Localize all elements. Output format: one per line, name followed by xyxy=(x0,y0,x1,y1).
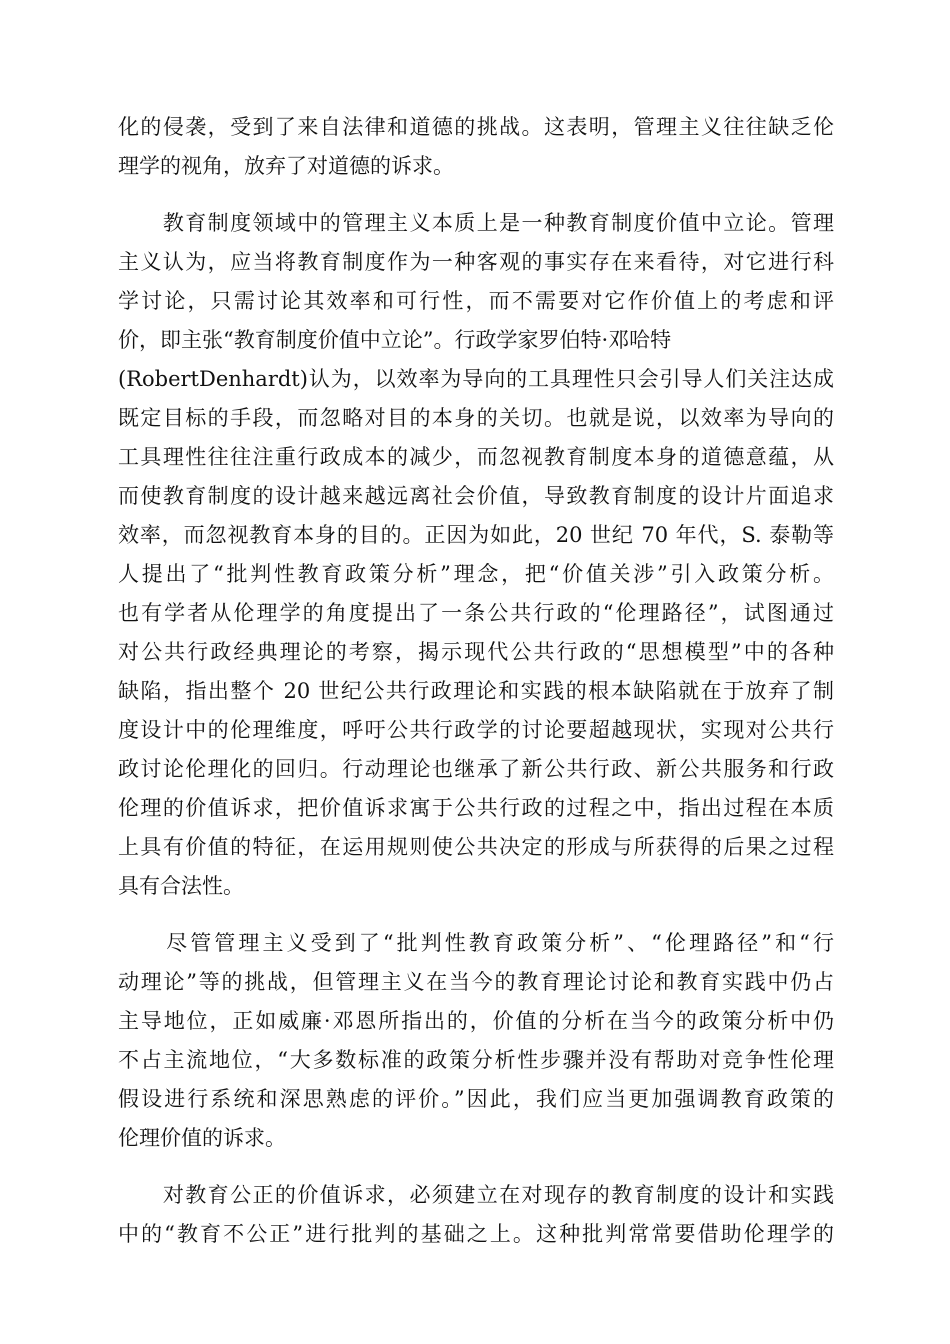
paragraph-line: 主导地位，正如威廉·邓恩所指出的，价值的分析在当今的政策分析中仍 xyxy=(118,1009,834,1033)
paragraph-line: 人提出了“批判性教育政策分析”理念，把“价值关涉”引入政策分析。 xyxy=(118,562,834,586)
paragraph-line: 教育制度领域中的管理主义本质上是一种教育制度价值中立论。管理 xyxy=(118,211,834,235)
paragraph-line: 具有合法性。 xyxy=(118,874,244,898)
paragraph-line: 假设进行系统和深思熟虑的评价。”因此，我们应当更加强调教育政策的 xyxy=(118,1087,834,1111)
paragraph-line: 也有学者从伦理学的角度提出了一条公共行政的“伦理路径”，试图通过 xyxy=(118,601,834,625)
paragraph-line: 学讨论，只需讨论其效率和可行性，而不需要对它作价值上的考虑和评 xyxy=(118,289,834,313)
paragraph-4 xyxy=(118,1176,834,1254)
paragraph-line: 度设计中的伦理维度，呼吁公共行政学的讨论要超越现状，实现对公共行 xyxy=(118,718,834,742)
document-body xyxy=(118,108,834,1272)
paragraph-line: 而使教育制度的设计越来越远离社会价值，导致教育制度的设计片面追求 xyxy=(118,484,834,508)
paragraph-3 xyxy=(118,924,834,1158)
paragraph-line: (RobertDenhardt)认为，以效率为导向的工具理性只会引导人们关注达成 xyxy=(118,367,834,391)
paragraph-line: 对公共行政经典理论的考察，揭示现代公共行政的“思想模型”中的各种 xyxy=(118,640,834,664)
paragraph-line: 伦理价值的诉求。 xyxy=(118,1126,286,1150)
paragraph-line: 主义认为，应当将教育制度作为一种客观的事实存在来看待，对它进行科 xyxy=(118,250,834,274)
paragraph-line: 上具有价值的特征，在运用规则使公共决定的形成与所获得的后果之过程 xyxy=(118,835,834,859)
paragraph-line: 动理论”等的挑战，但管理主义在当今的教育理论讨论和教育实践中仍占 xyxy=(118,970,834,994)
paragraph-line: 价，即主张“教育制度价值中立论”。行政学家罗伯特·邓哈特 xyxy=(118,328,672,352)
paragraph-line: 化的侵袭，受到了来自法律和道德的挑战。这表明，管理主义往往缺乏伦 xyxy=(118,115,834,139)
paragraph-2 xyxy=(118,204,834,906)
paragraph-line: 既定目标的手段，而忽略对目的本身的关切。也就是说，以效率为导向的 xyxy=(118,406,834,430)
paragraph-line: 工具理性往往注重行政成本的减少，而忽视教育制度本身的道德意蕴，从 xyxy=(118,445,834,469)
paragraph-line: 效率，而忽视教育本身的目的。正因为如此，20 世纪 70 年代，S. 泰勒等 xyxy=(118,523,834,547)
paragraph-1 xyxy=(118,108,834,186)
paragraph-line: 中的“教育不公正”进行批判的基础之上。这种批判常常要借助伦理学的 xyxy=(118,1222,834,1246)
paragraph-line: 对教育公正的价值诉求，必须建立在对现存的教育制度的设计和实践 xyxy=(118,1183,834,1207)
paragraph-line: 理学的视角，放弃了对道德的诉求。 xyxy=(118,154,454,178)
paragraph-line: 政讨论伦理化的回归。行动理论也继承了新公共行政、新公共服务和行政 xyxy=(118,757,834,781)
paragraph-line: 缺陷，指出整个 20 世纪公共行政理论和实践的根本缺陷就在于放弃了制 xyxy=(118,679,834,703)
paragraph-line: 伦理的价值诉求，把价值诉求寓于公共行政的过程之中，指出过程在本质 xyxy=(118,796,834,820)
paragraph-line: 不占主流地位，“大多数标准的政策分析性步骤并没有帮助对竞争性伦理 xyxy=(118,1048,834,1072)
paragraph-line: 尽管管理主义受到了“批判性教育政策分析”、“伦理路径”和“行 xyxy=(118,931,834,955)
